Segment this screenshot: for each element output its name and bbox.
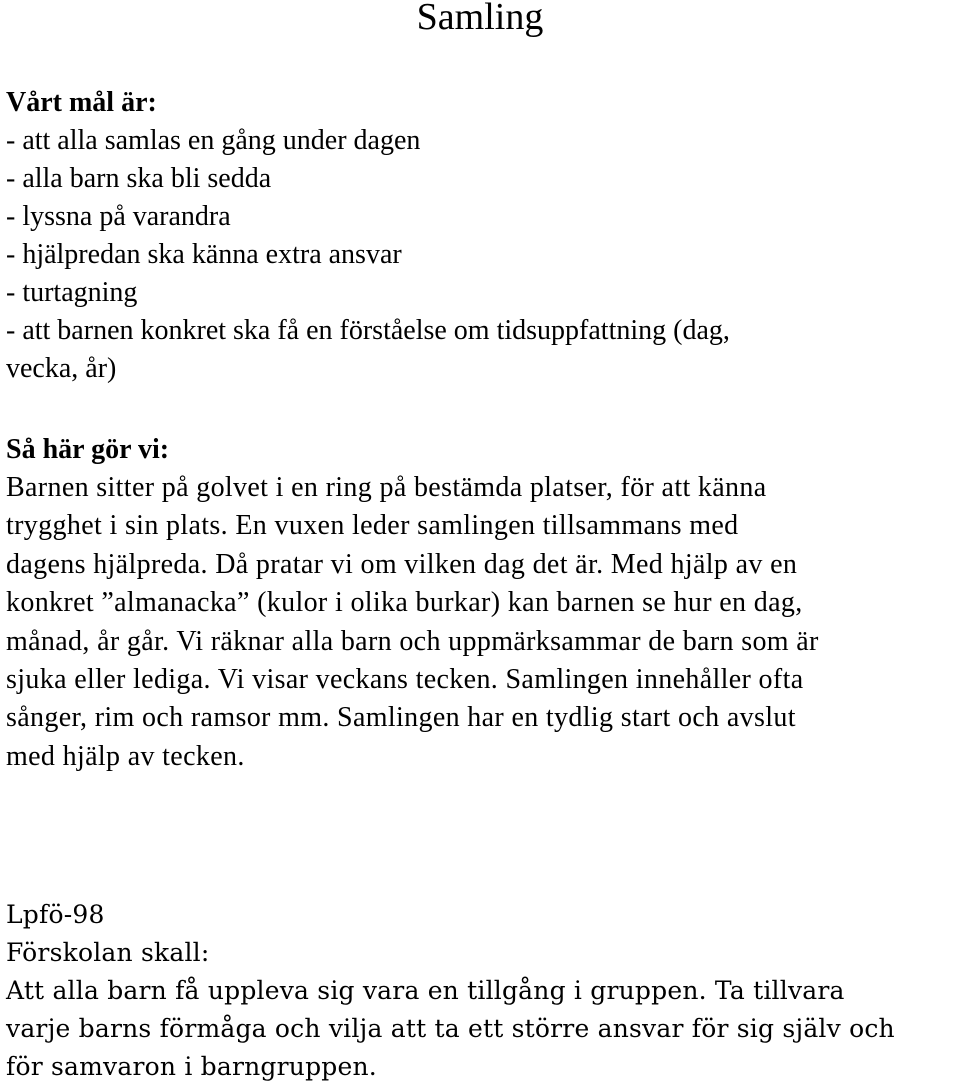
goal-item: - att alla samlas en gång under dagen [6, 125, 421, 156]
curriculum-text-line: Att alla barn få uppleva sig vara en tillgång i gruppen. Ta tillvara [6, 976, 845, 1005]
goals-heading: Vårt mål är: [6, 87, 157, 118]
goal-item: - alla barn ska bli sedda [6, 163, 272, 194]
goal-item: - turtagning [6, 277, 138, 308]
curriculum-text-line: för samvaron i barngruppen. [6, 1052, 377, 1081]
paragraph-line: dagens hjälpreda. Då pratar vi om vilken dag det är. Med hjälp av en [6, 548, 798, 580]
goals-list [6, 122, 946, 388]
goal-item-continuation: vecka, år) [6, 353, 117, 384]
paragraph-line: konkret ”almanacka” (kulor i olika burkar) kan barnen se hur en dag, [6, 587, 803, 619]
goals-section [6, 84, 946, 388]
paragraph-line: sånger, rim och ramsor mm. Samlingen har en tydlig start och avslut [6, 702, 796, 734]
curriculum-section [6, 896, 956, 1086]
curriculum-reference: Lpfö-98 [6, 900, 105, 929]
curriculum-label: Förskolan skall: [6, 938, 210, 967]
goal-item: - hjälpredan ska känna extra ansvar [6, 239, 402, 270]
paragraph-line: med hjälp av tecken. [6, 740, 245, 772]
paragraph-line: Barnen sitter på golvet i en ring på bestämda platser, för att känna [6, 472, 767, 503]
goal-item: - lyssna på varandra [6, 201, 231, 232]
page-title: Samling [416, 0, 544, 38]
how-section [6, 431, 946, 776]
goal-item: - att barnen konkret ska få en förståelse om tidsuppfattning (dag, [6, 315, 730, 346]
curriculum-text-line: varje barns förmåga och vilja att ta ett större ansvar för sig själv och [6, 1014, 895, 1043]
paragraph-line: sjuka eller lediga. Vi visar veckans tecken. Samlingen innehåller ofta [6, 663, 804, 695]
paragraph-line: trygghet i sin plats. En vuxen leder samlingen tillsammans med [6, 510, 739, 542]
paragraph-line: månad, år går. Vi räknar alla barn och uppmärksammar de barn som är [6, 625, 819, 657]
how-paragraph [6, 469, 946, 776]
how-heading: Så här gör vi: [6, 434, 170, 465]
